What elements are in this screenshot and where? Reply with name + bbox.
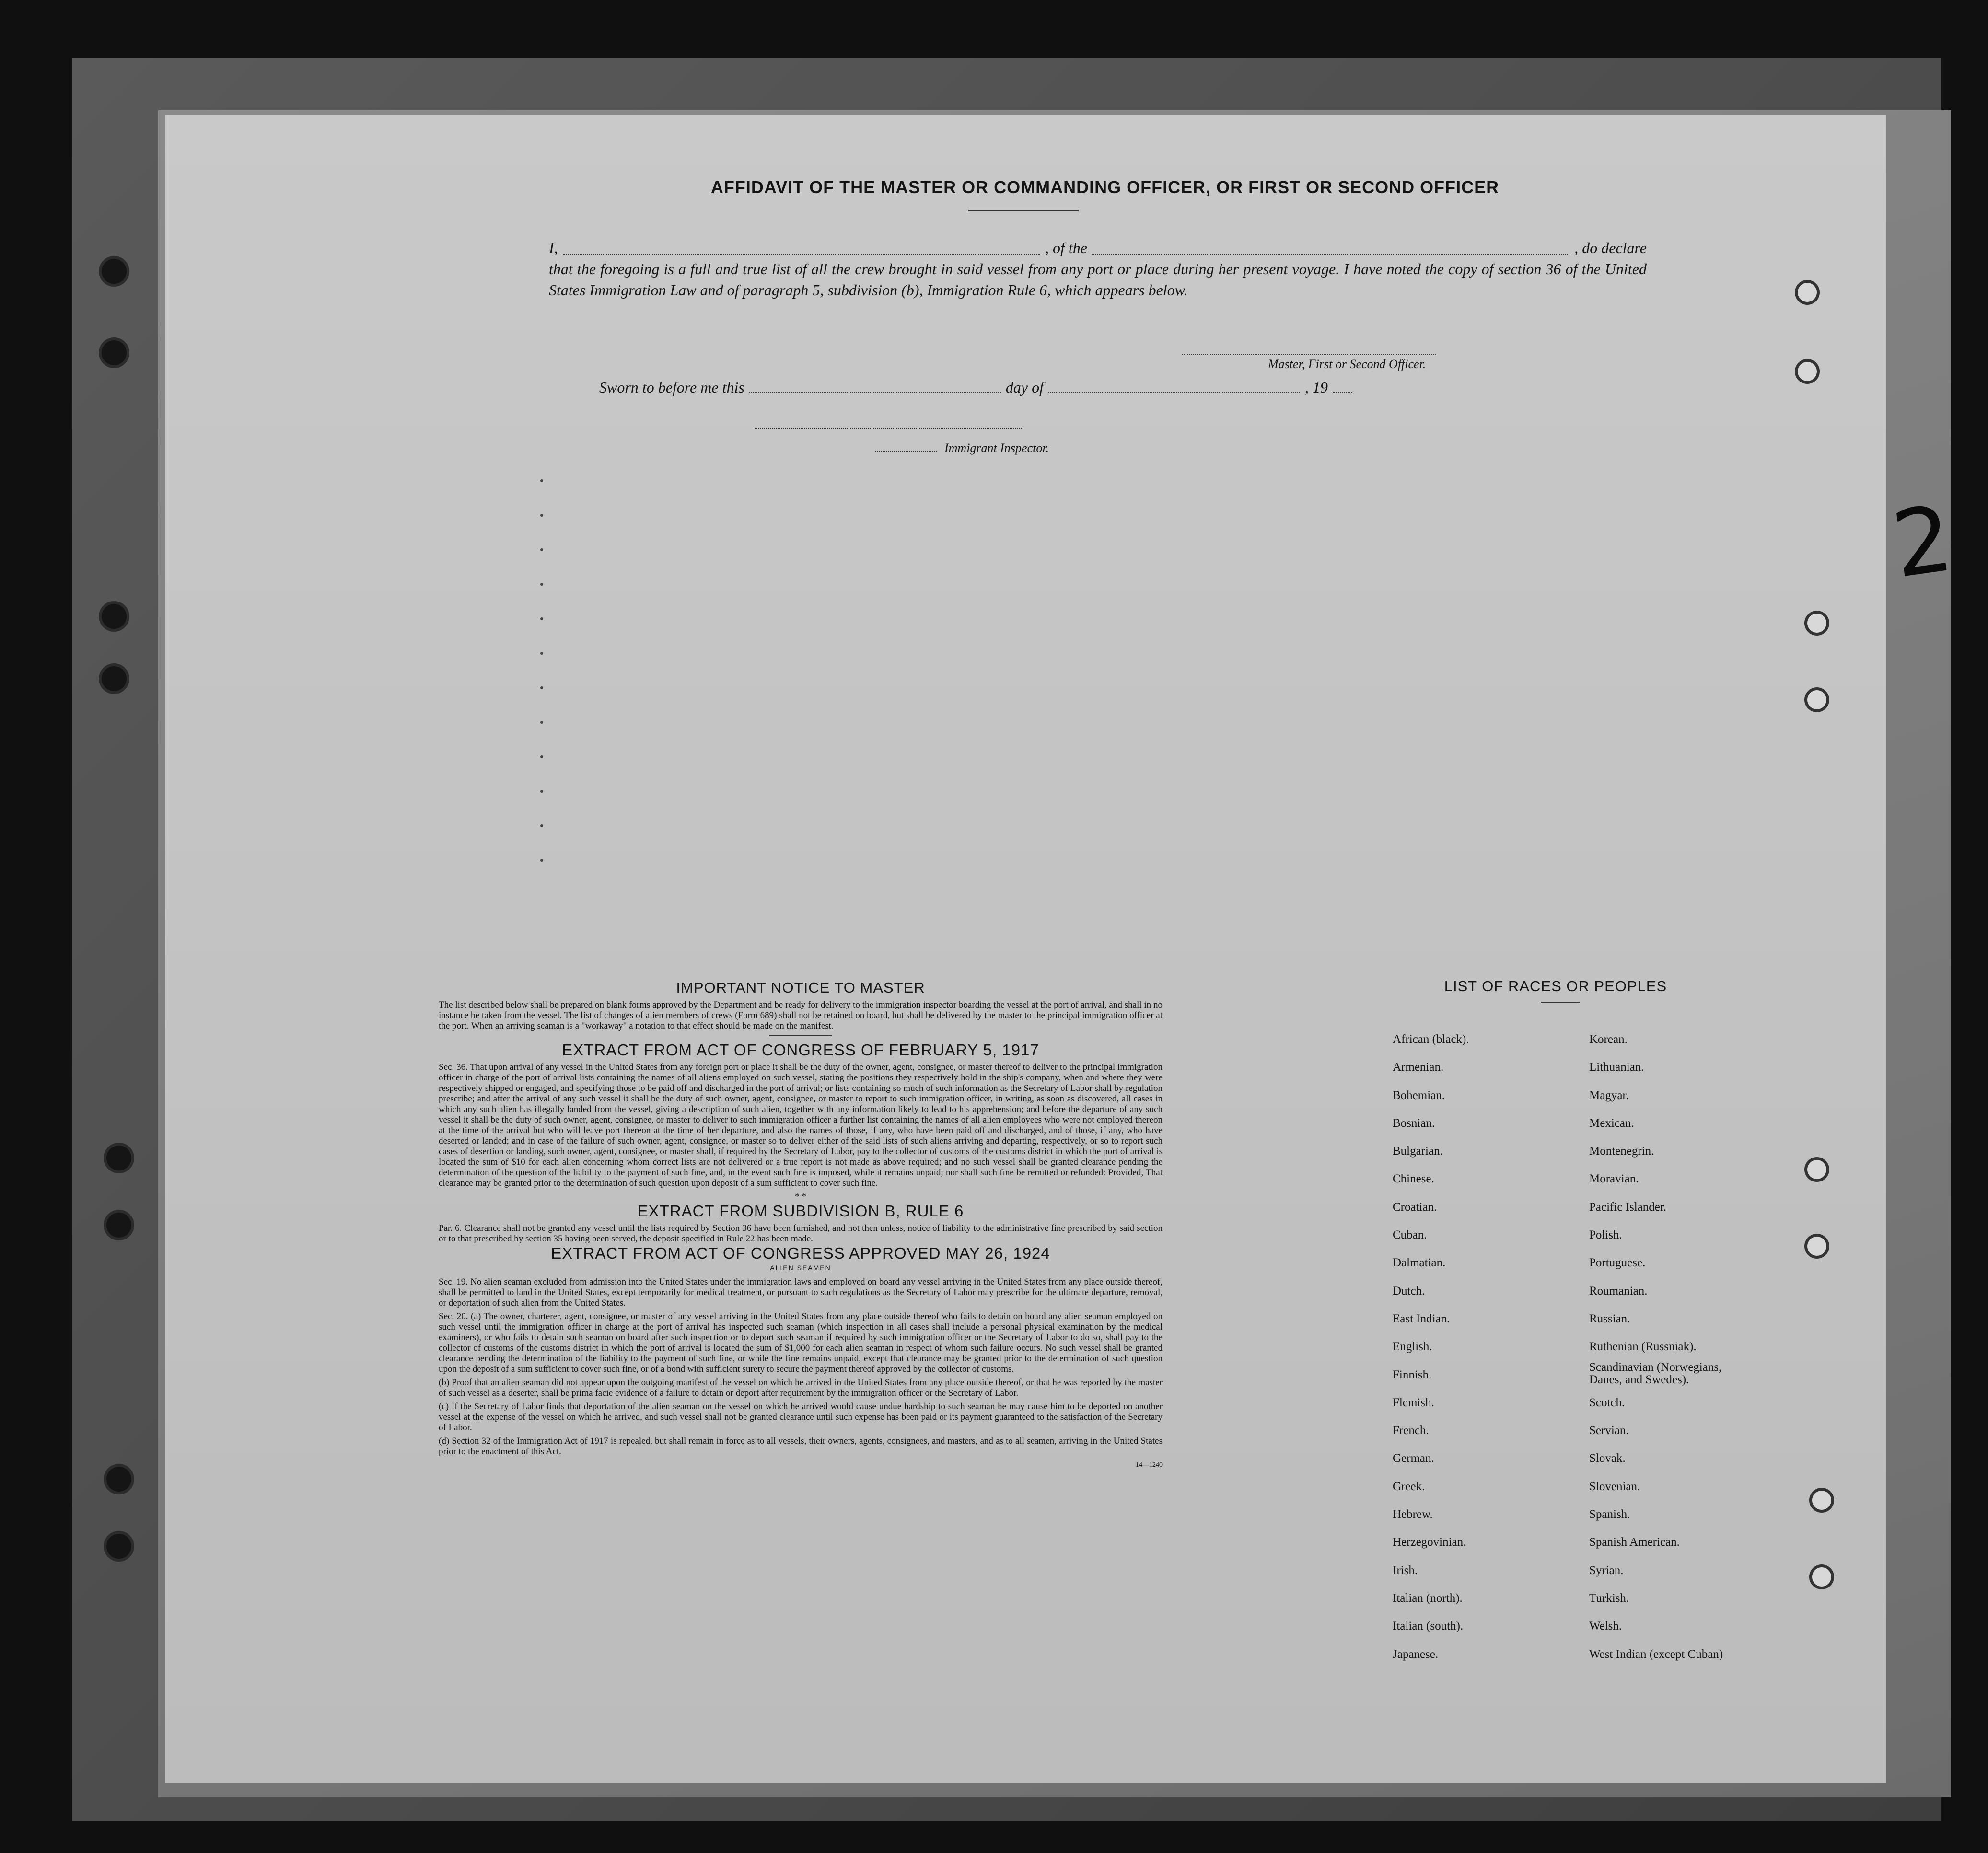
race-item: Ruthenian (Russniak). (1589, 1340, 1697, 1354)
binder-hole (106, 1213, 131, 1238)
race-item: Turkish. (1589, 1591, 1629, 1605)
race-item: Welsh. (1589, 1620, 1622, 1633)
sworn-day-blank[interactable] (749, 392, 1001, 393)
race-item: Montenegrin. (1589, 1145, 1654, 1158)
act-1924-subtitle: ALIEN SEAMEN (770, 1264, 831, 1272)
race-item: Spanish American. (1589, 1536, 1680, 1549)
inspector-signature-blank[interactable] (755, 428, 1023, 429)
binder-hole (106, 1146, 131, 1170)
race-item: Polish. (1589, 1228, 1622, 1242)
race-item: Russian. (1589, 1312, 1630, 1325)
binder-hole (1807, 614, 1826, 633)
rule-6-text: Par. 6. Clearance shall not be granted any vessel until the lists required by Section 36 have been furnished, and not then unless, notice of liability to the administrative fine prescribed by said section or to that prescribed by section 35 having been served, the deposit specified in Rule 22 has been made. (439, 1223, 1163, 1244)
race-item: Scandinavian (Norwegians, Danes, and Swedes). (1589, 1360, 1722, 1386)
important-notice-title: IMPORTANT NOTICE TO MASTER (676, 979, 925, 996)
race-item: Flemish. (1393, 1396, 1434, 1409)
race-item: Finnish. (1393, 1368, 1432, 1381)
race-item: Greek. (1393, 1480, 1425, 1493)
binder-hole (102, 340, 127, 365)
declaration-end: , do declare (1574, 239, 1647, 256)
race-item: Mexican. (1589, 1116, 1634, 1130)
act-1924-sec20b: (b) Proof that an alien seaman did not appear upon the outgoing manifest of the vessel on which he arrived in the United States from any place outside thereof, or that he was reported by the master of such vessel as a deserter, shall be prima facie evidence of a failure to detain or deport after requirement by the immigration officer or the Secretary of Labor. (439, 1378, 1163, 1398)
race-item: English. (1393, 1340, 1432, 1354)
race-item: Chinese. (1393, 1172, 1434, 1186)
divider (968, 210, 1079, 211)
act-1924-sec20c: (c) If the Secretary of Labor finds that deportation of the alien seaman on the vessel on which he arrived would cause undue hardship to such seaman he may cause him to be deported on another vessel at the expense of the vessel on which he arrived, and such vessel shall not be granted clearance until such expense has been paid or its payment guaranteed to the satisfaction of the Secretary of Labor. (439, 1401, 1163, 1433)
binder-hole (1812, 1491, 1831, 1510)
form-number: 14—1240 (1136, 1461, 1163, 1469)
binder-hole (1807, 1237, 1826, 1256)
race-item: Dutch. (1393, 1284, 1425, 1297)
race-item: African (black). (1393, 1033, 1469, 1046)
sworn-end: , 19 (1305, 379, 1328, 396)
race-item: Bulgarian. (1393, 1145, 1443, 1158)
sworn-line (599, 379, 1357, 396)
race-item: Italian (north). (1393, 1591, 1463, 1605)
manifest-page (165, 115, 1886, 1783)
race-item: Herzegovinian. (1393, 1536, 1466, 1549)
race-item: Armenian. (1393, 1061, 1444, 1074)
sworn-start: Sworn to before me this (599, 379, 744, 396)
inspector-blank-short[interactable] (875, 451, 937, 452)
race-item: Magyar. (1589, 1089, 1629, 1102)
race-item: Slovak. (1589, 1452, 1626, 1465)
act-1917-dots: * * (795, 1192, 806, 1202)
binder-hole (106, 1467, 131, 1492)
race-item: Slovenian. (1589, 1480, 1640, 1493)
race-item: Syrian. (1589, 1563, 1624, 1577)
act-1917-title: EXTRACT FROM ACT OF CONGRESS OF FEBRUARY 5, 1917 (562, 1041, 1039, 1059)
sworn-year-blank[interactable] (1333, 392, 1352, 393)
race-item: Scotch. (1589, 1396, 1625, 1409)
binder-hole (1807, 1160, 1826, 1179)
race-item: French. (1393, 1424, 1429, 1437)
vessel-name-blank[interactable] (1092, 254, 1569, 255)
race-item: Servian. (1589, 1424, 1629, 1437)
binder-hole (1812, 1567, 1831, 1587)
officer-name-blank[interactable] (563, 254, 1040, 255)
race-item: Portuguese. (1589, 1256, 1646, 1270)
act-1924-sec20a: Sec. 20. (a) The owner, charterer, agent, consignee, or master of any vessel arriving in the United States from any place outside thereof who fails to detain on board any alien seaman employed on such vessel until the immigration officer in charge at the port of arrival has inspected such seaman (which inspection in all cases shall include a personal physical examination by the medical examiners), or who fails to detain such seaman on board after such inspection or to deport such seaman if required by such immigration officer or the Secretary of Labor to do so, shall pay to the collector of customs of the customs district in which the port of arrival is located the sum of $1,000 for each alien seaman in respect of whom such failure occurs. No such vessel shall be granted clearance pending the determination of the liability to the payment of such fine, or while the fine remains unpaid, except that clearance may be granted prior to the determination of such question upon the deposit of a sum sufficient to cover such fine, or of a bond with sufficient surety to secure the payment thereof approved by the collector of customs. (439, 1311, 1163, 1374)
race-item: Dalmatian. (1393, 1256, 1446, 1270)
race-item: German. (1393, 1452, 1434, 1465)
races-list-left (1393, 1026, 1469, 1668)
sworn-month-blank[interactable] (1048, 392, 1300, 393)
binder-hole (102, 604, 127, 629)
divider (1541, 1002, 1580, 1003)
declaration-start: I, (549, 239, 558, 256)
binder-hole (1798, 362, 1817, 381)
declaration-text: that the foregoing is a full and true list of all the crew brought in said vessel from any port or place during her present voyage. I have noted the copy of section 36 of the United States Immigration Law and of paragraph 5, subdivision (b), Immigration Rule 6, which appears below. (549, 260, 1647, 299)
race-item: Spanish. (1589, 1508, 1630, 1521)
binder-hole (1807, 690, 1826, 709)
declaration-mid: , of the (1045, 239, 1087, 256)
race-item: Japanese. (1393, 1647, 1439, 1661)
race-item: Croatian. (1393, 1200, 1437, 1214)
sworn-mid: day of (1005, 379, 1044, 396)
binder-hole (106, 1534, 131, 1559)
race-item: Cuban. (1393, 1228, 1427, 1242)
race-item: East Indian. (1393, 1312, 1450, 1325)
race-item: Hebrew. (1393, 1508, 1433, 1521)
binder-hole (1798, 283, 1817, 302)
rule-6-title: EXTRACT FROM SUBDIVISION B, RULE 6 (637, 1202, 964, 1220)
affidavit-title: AFFIDAVIT OF THE MASTER OR COMMANDING OFFICER, OR FIRST OR SECOND OFFICER (710, 177, 1500, 197)
act-1924-title: EXTRACT FROM ACT OF CONGRESS APPROVED MAY 26, 1924 (551, 1244, 1050, 1262)
inspector-label: Immigrant Inspector. (944, 441, 1049, 455)
race-item: Bohemian. (1393, 1089, 1445, 1102)
binder-hole (102, 259, 127, 284)
handwritten-page-number: 2 (1886, 485, 1959, 599)
race-item: Italian (south). (1393, 1620, 1464, 1633)
race-item: Roumanian. (1589, 1284, 1648, 1297)
dot-column (540, 479, 546, 893)
race-item: Irish. (1393, 1563, 1418, 1577)
notices-section (439, 979, 1163, 1471)
affidavit-body (549, 237, 1647, 301)
race-item: Bosnian. (1393, 1116, 1435, 1130)
act-1917-text: Sec. 36. That upon arrival of any vessel in the United States from any foreign port or place it shall be the duty of the owner, agent, consignee, or master thereof to deliver to the principal immigration officer in charge of the port of arrival lists containing the names of all aliens employed on such vessel, stating the positions they respectively hold in the ship's company, when and where they were respectively shipped or engaged, and specifying those to be paid off and discharged in the port of arrival; or lists containing so much of such information as the Secretary of Labor shall by regulation prescribe; and after the arrival of any such vessel it shall be the duty of such owner, agent, consignee, or master to report to such immigration officer, in writing, as soon as discovered, all cases in which any such alien has illegally landed from the vessel, giving a description of such alien, together with any information likely to lead to his apprehension; and before the departure of any such vessel it shall be the duty of such owner, agent, consignee, or master to deliver to such immigration officer a further list containing the names of all alien employees who were not employed thereon at the time of the arrival but who will leave port thereon at the time of her departure, and also the names of those, if any, who have been paid off and discharged, and of those, if any, who have deserted or landed; and in case of the failure of such owner, agent, consignee, or master so to deliver either of the said lists of such aliens arriving and departing, respectively, or so to report such cases of desertion or landing, such owner, agent, consignee, or master shall, if required by the Secretary of Labor, pay to the collector of customs of the customs district in which the port of arrival is located the sum of $10 for each alien concerning whom correct lists are not delivered or a true report is not made as above required; and no such vessel shall be granted clearance pending the determination of the question of the liability to the payment of such fine, and, in the event such fine is imposed, while it remains unpaid; nor shall such fine be remitted or refunded: Provided, That clearance may be granted prior to the determination of such question upon deposit of a sum sufficient to cover such fine. (439, 1062, 1163, 1188)
race-item: Lithuanian. (1589, 1061, 1644, 1074)
divider (769, 1035, 832, 1036)
signature-blank[interactable] (1182, 354, 1436, 355)
races-title: LIST OF RACES OR PEOPLES (1444, 978, 1667, 995)
race-item: Korean. (1589, 1033, 1628, 1046)
act-1924-sec20d: (d) Section 32 of the Immigration Act of 1917 is repealed, but shall remain in force as to all vessels, their owners, agents, consignees, and masters, and as to all seamen, arriving in the United States prior to the enactment of this Act. (439, 1436, 1163, 1457)
race-item: Pacific Islander. (1589, 1200, 1667, 1214)
signature-label: Master, First or Second Officer. (1268, 357, 1426, 371)
race-item: West Indian (except Cuban) (1589, 1647, 1723, 1661)
act-1924-sec19: Sec. 19. No alien seaman excluded from admission into the United States under the immigration laws and employed on board any vessel arriving in the United States from any place outside thereof, shall be permitted to land in the United States, except temporarily for medical treatment, or pursuant to such regulations as the Secretary of Labor may prescribe for the ultimate departure, removal, or deportation of such alien from the United States. (439, 1277, 1163, 1308)
important-notice-text: The list described below shall be prepared on blank forms approved by the Department and be ready for delivery to the immigration inspector boarding the vessel at the port of arrival, and shall in no instance be taken from the vessel. The list of changes of alien members of crews (Form 689) shall not be retained on board, but shall be delivered by the master to the principal immigration officer at the port. When an arriving seaman is a "workaway" a notation to that effect should be made on the manifest. (439, 1000, 1163, 1031)
race-item: Moravian. (1589, 1172, 1639, 1186)
races-list-right (1589, 1026, 1743, 1668)
declaration-line (549, 237, 1647, 258)
binder-hole (102, 666, 127, 691)
